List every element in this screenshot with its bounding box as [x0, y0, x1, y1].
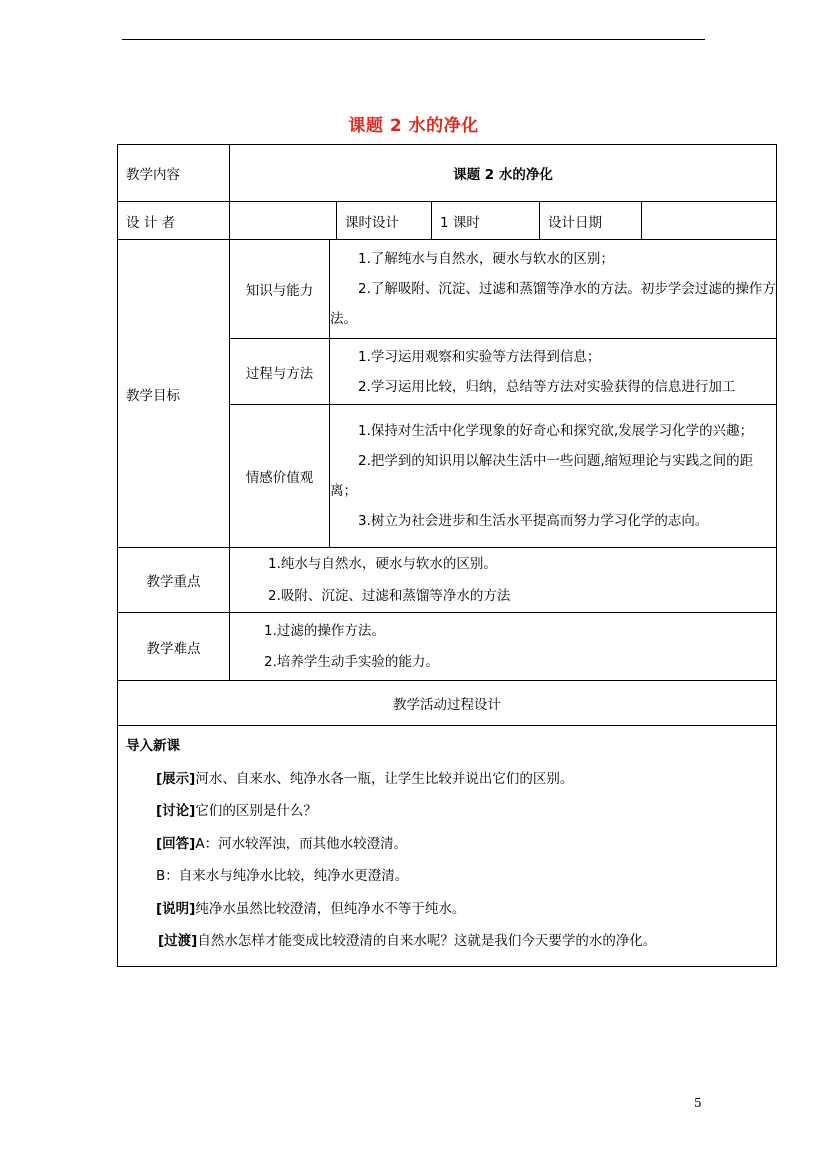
discuss-tag: [讨论]	[156, 803, 196, 819]
process-item: 2.学习运用比较，归纳，总结等方法对实验获得的信息进行加工	[358, 378, 736, 395]
row-activity-header	[118, 681, 777, 726]
explain-paragraph	[126, 893, 768, 926]
discuss-paragraph	[126, 795, 768, 828]
teaching-content-value: 课题 2 水的净化	[230, 145, 777, 202]
designer-label: 设 计 者	[118, 202, 230, 240]
answer-b-paragraph: B：自来水与纯净水比较，纯净水更澄清。	[156, 868, 409, 884]
knowledge-ability-label: 知识与能力	[230, 240, 330, 339]
difficulty-item: 1.过滤的操作方法。	[264, 622, 385, 639]
teaching-goals-label: 教学目标	[118, 240, 230, 548]
key-point-item: 2.吸附、沉淀、过滤和蒸馏等净水的方法	[268, 588, 511, 604]
discuss-text: 它们的区别是什么？	[195, 803, 317, 819]
row-lesson-intro	[118, 726, 777, 967]
process-method-label: 过程与方法	[230, 339, 330, 405]
knowledge-item: 2.了解吸附、沉淀、过滤和蒸馏等净水的方法。初步学会过滤的操作方法。	[330, 281, 776, 327]
answer-a-text: A：河水较浑浊，而其他水较澄清。	[195, 835, 408, 852]
hours-label: 课时设计	[337, 202, 432, 240]
show-paragraph	[126, 763, 768, 796]
transition-text: 自然水怎样才能变成比较澄清的自来水呢？这就是我们今天要学的水的净化。	[197, 933, 657, 949]
emotion-values-label: 情感价值观	[230, 405, 330, 548]
difficulties-label: 教学难点	[118, 613, 230, 681]
answer-paragraph	[126, 828, 768, 861]
row-goal-knowledge	[118, 240, 777, 339]
emotion-values-content	[330, 405, 777, 548]
design-date-label: 设计日期	[540, 202, 642, 240]
knowledge-item: 1.了解纯水与自然水，硬水与软水的区别；	[358, 251, 614, 267]
header-rule	[122, 39, 705, 40]
process-method-content	[330, 339, 777, 405]
key-points-label: 教学重点	[118, 548, 230, 613]
emotion-item: 1.保持对生活中化学现象的好奇心和探究欲,发展学习化学的兴趣；	[358, 423, 754, 439]
transition-tag: [过渡]	[158, 933, 198, 949]
explain-tag: [说明]	[156, 900, 196, 917]
row-teaching-content	[118, 145, 777, 202]
transition-paragraph	[126, 925, 768, 958]
document-title: 课题 2 水的净化	[348, 116, 479, 136]
intro-heading: 导入新课	[126, 738, 180, 754]
hours-value: 1 课时	[432, 202, 540, 240]
page-number: 5	[694, 1096, 702, 1110]
show-text: 河水、自来水、纯净水各一瓶，让学生比较并说出它们的区别。	[195, 770, 574, 787]
designer-value	[230, 202, 337, 240]
activity-design-header: 教学活动过程设计	[118, 681, 777, 726]
key-point-item: 1.纯水与自然水，硬水与软水的区别。	[268, 556, 497, 572]
process-item: 1.学习运用观察和实验等方法得到信息；	[358, 348, 601, 365]
emotion-item: 2.把学到的知识用以解决生活中一些问题,缩短理论与实践之间的距离；	[330, 453, 754, 499]
explain-text: 纯净水虽然比较澄清，但纯净水不等于纯水。	[195, 900, 466, 917]
show-tag: [展示]	[156, 770, 196, 787]
key-points-content	[230, 548, 777, 613]
emotion-item: 3.树立为社会进步和生活水平提高而努力学习化学的志向。	[358, 513, 709, 529]
answer-tag: [回答]	[156, 835, 196, 852]
row-designer	[118, 202, 777, 240]
knowledge-ability-content	[330, 240, 777, 339]
row-key-points	[118, 548, 777, 613]
row-difficulties	[118, 613, 777, 681]
difficulty-item: 2.培养学生动手实验的能力。	[264, 653, 439, 670]
difficulties-content	[230, 613, 777, 681]
design-date-value	[642, 202, 777, 240]
lesson-intro-content	[118, 726, 777, 967]
lesson-plan-table	[117, 144, 777, 967]
teaching-content-label: 教学内容	[118, 145, 230, 202]
